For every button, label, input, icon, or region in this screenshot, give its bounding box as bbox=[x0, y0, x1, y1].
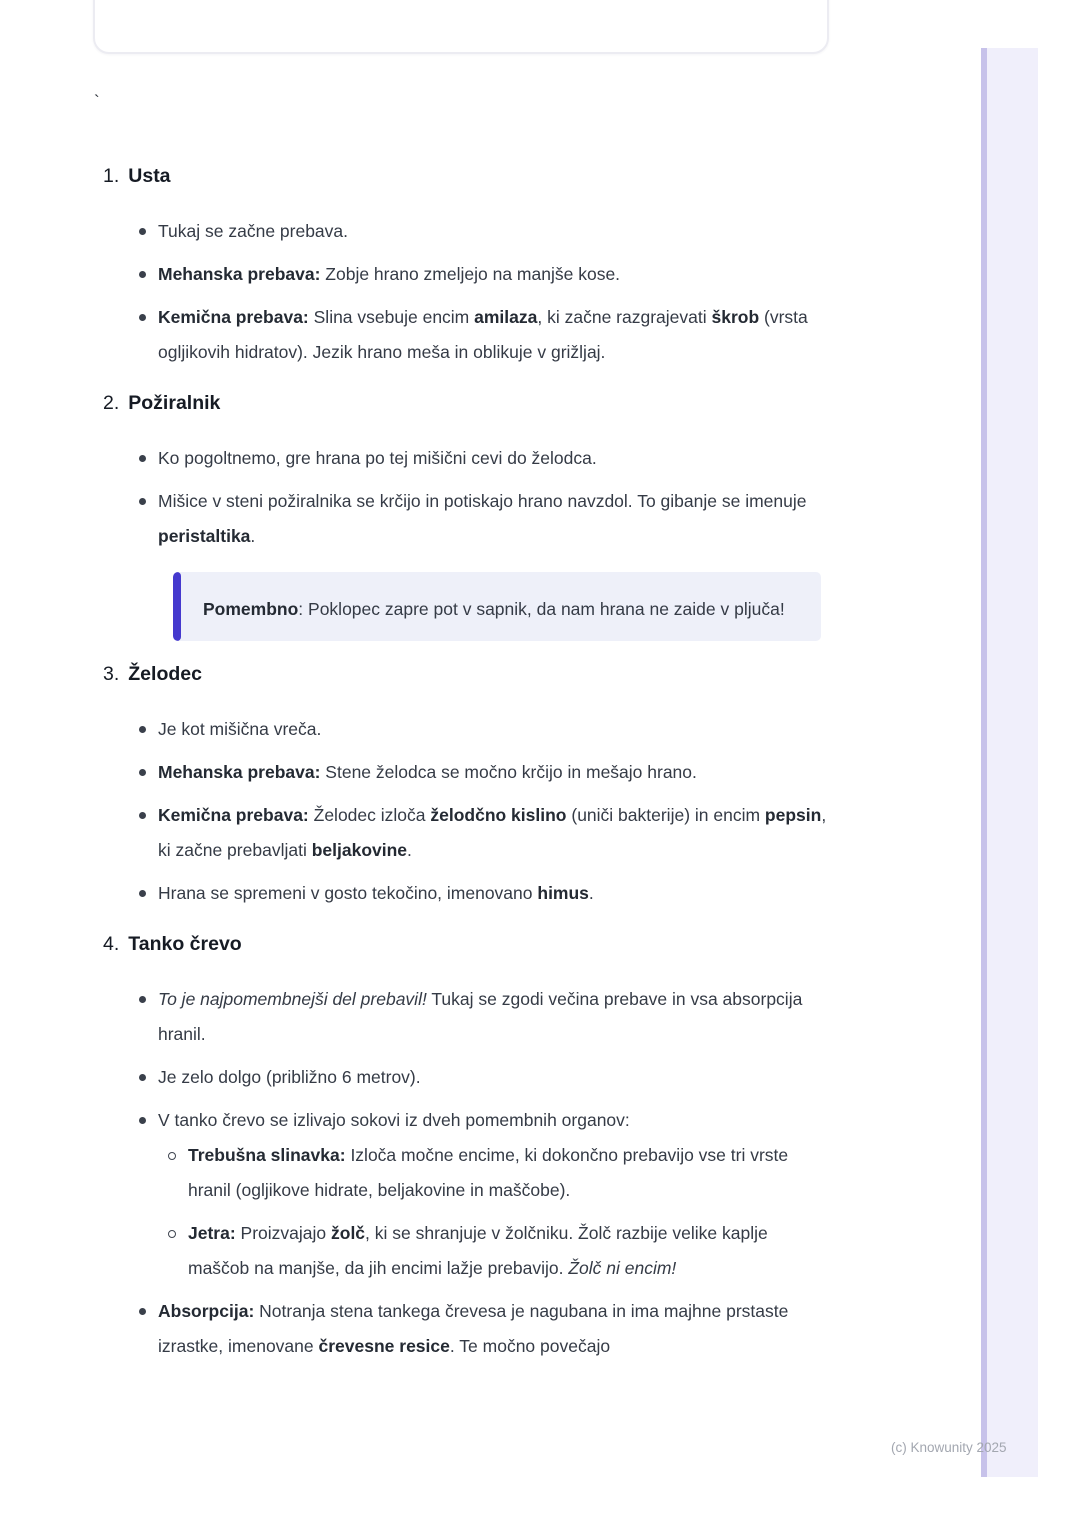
bullet-item bbox=[103, 1060, 833, 1095]
text-segment: Hrana se spremeni v gosto tekočino, imenovano bbox=[158, 883, 538, 903]
text-segment: Je kot mišična vreča. bbox=[158, 719, 322, 739]
section-heading bbox=[103, 661, 833, 688]
bullet-text bbox=[188, 1223, 768, 1278]
text-segment: Kemična prebava: bbox=[158, 805, 309, 825]
bullet-item bbox=[103, 1294, 833, 1364]
section-heading bbox=[103, 163, 833, 190]
bullet-item bbox=[103, 300, 833, 370]
bullet-text bbox=[158, 989, 802, 1044]
text-segment: . bbox=[407, 840, 412, 860]
section-title: Želodec bbox=[128, 663, 202, 685]
callout-text bbox=[203, 592, 785, 627]
section-number: 4. bbox=[103, 933, 120, 955]
bullet-item bbox=[103, 441, 833, 476]
text-segment: beljakovine bbox=[311, 840, 408, 860]
text-segment: (uniči bakterije) in encim bbox=[566, 805, 765, 825]
bullet-list bbox=[103, 441, 833, 641]
section bbox=[103, 931, 833, 1364]
bullet-item bbox=[103, 876, 833, 911]
sub-bullet-item bbox=[158, 1138, 833, 1208]
text-segment: Zobje hrano zmeljejo na manjše kose. bbox=[320, 264, 621, 284]
bullet-text bbox=[158, 883, 594, 903]
bullet-list bbox=[103, 214, 833, 370]
text-segment: črevesne resice bbox=[318, 1336, 450, 1356]
bullet-item bbox=[103, 755, 833, 790]
section bbox=[103, 390, 833, 641]
text-segment: Pomembno bbox=[203, 599, 299, 619]
section-title: Tanko črevo bbox=[128, 933, 242, 955]
side-strip bbox=[981, 48, 1038, 1477]
important-callout bbox=[173, 572, 821, 641]
section-number: 2. bbox=[103, 392, 120, 414]
text-segment: Ko pogoltnemo, gre hrana po tej mišični cevi do želodca. bbox=[158, 448, 597, 468]
bullet-item bbox=[103, 257, 833, 292]
section-heading bbox=[103, 390, 833, 417]
bullet-text bbox=[158, 221, 348, 241]
text-segment: Jetra: bbox=[188, 1223, 236, 1243]
text-segment: To je najpomembnejši del prebavil! bbox=[158, 989, 427, 1009]
bullet-text bbox=[158, 805, 826, 860]
section-number: 3. bbox=[103, 663, 120, 685]
text-segment: Žolč ni encim! bbox=[568, 1258, 677, 1278]
text-segment: škrob bbox=[711, 307, 760, 327]
bullet-item bbox=[103, 1103, 833, 1286]
text-segment: himus bbox=[537, 883, 589, 903]
text-segment: , ki začne razgrajevati bbox=[537, 307, 712, 327]
text-segment: Je zelo dolgo (približno 6 metrov). bbox=[158, 1067, 421, 1087]
text-segment: Mišice v steni požiralnika se krčijo in potiskajo hrano navzdol. To gibanje se imenuje bbox=[158, 491, 807, 511]
bullet-text bbox=[158, 1110, 630, 1130]
text-segment: , ki se shranjuje v žolčniku. Žolč razbije velike kaplje maščob na manjše, da jih encimi lažje prebavijo. bbox=[188, 1223, 768, 1278]
text-segment: peristaltika bbox=[158, 526, 251, 546]
section-heading bbox=[103, 931, 833, 958]
text-segment: žolč bbox=[331, 1223, 366, 1243]
text-segment: Izloča močne encime, ki dokončno prebavijo vse tri vrste hranil (ogljikove hidrate, beljakovine in maščobe). bbox=[188, 1145, 789, 1200]
copyright-watermark: (c) Knowunity 2025 bbox=[891, 1440, 1007, 1455]
section-number: 1. bbox=[103, 165, 120, 187]
bullet-text bbox=[158, 1067, 421, 1087]
text-segment: , ki začne prebavljati bbox=[158, 805, 827, 860]
text-segment: (vrsta ogljikovih hidratov). Jezik hrano meša in oblikuje v grižljaj. bbox=[158, 307, 808, 362]
bullet-item bbox=[103, 982, 833, 1052]
text-segment: Trebušna slinavka: bbox=[188, 1145, 346, 1165]
bullet-text bbox=[158, 491, 806, 546]
text-segment: Želodec izloča bbox=[308, 805, 431, 825]
sub-bullet-list bbox=[158, 1138, 833, 1286]
text-segment: V tanko črevo se izlivajo sokovi iz dveh pomembnih organov: bbox=[158, 1110, 630, 1130]
bullet-item bbox=[103, 484, 833, 554]
bullet-text bbox=[158, 719, 321, 739]
text-segment: Tukaj se zgodi večina prebave in vsa absorpcija hranil. bbox=[158, 989, 803, 1044]
section bbox=[103, 661, 833, 911]
text-segment: Notranja stena tankega črevesa je nagubana in ima majhne prstaste izrastke, imenovane bbox=[158, 1301, 789, 1356]
stray-backtick: ` bbox=[94, 92, 100, 111]
bullet-text bbox=[158, 1301, 788, 1356]
section-title: Usta bbox=[128, 165, 171, 187]
text-segment: Absorpcija: bbox=[158, 1301, 255, 1321]
text-segment: želodčno kislino bbox=[430, 805, 567, 825]
bullet-item bbox=[103, 798, 833, 868]
section-title: Požiralnik bbox=[128, 392, 221, 414]
bullet-text bbox=[158, 448, 597, 468]
bullet-text bbox=[158, 264, 620, 284]
bullet-text bbox=[188, 1145, 788, 1200]
text-segment: . bbox=[250, 526, 256, 546]
text-segment: Mehanska prebava: bbox=[158, 264, 321, 284]
bullet-item bbox=[103, 214, 833, 249]
text-segment: : Poklopec zapre pot v sapnik, da nam hrana ne zaide v pljuča! bbox=[298, 599, 785, 619]
callout-accent-bar bbox=[173, 572, 181, 641]
bullet-list bbox=[103, 982, 833, 1364]
sub-bullet-item bbox=[158, 1216, 833, 1286]
text-segment: Proizvajajo bbox=[235, 1223, 331, 1243]
text-segment: Slina vsebuje encim bbox=[308, 307, 475, 327]
text-segment: Kemična prebava: bbox=[158, 307, 309, 327]
notes-content bbox=[103, 0, 833, 1372]
text-segment: Tukaj se začne prebava. bbox=[158, 221, 349, 241]
callout-item bbox=[103, 572, 833, 641]
bullet-item bbox=[103, 712, 833, 747]
text-segment: Stene želodca se močno krčijo in mešajo hrano. bbox=[320, 762, 697, 782]
text-segment: . bbox=[588, 883, 594, 903]
text-segment: . Te močno povečajo bbox=[449, 1336, 611, 1356]
text-segment: Mehanska prebava: bbox=[158, 762, 321, 782]
bullet-text bbox=[158, 762, 697, 782]
text-segment: amilaza bbox=[474, 307, 538, 327]
text-segment: pepsin bbox=[764, 805, 822, 825]
bullet-list bbox=[103, 712, 833, 911]
section bbox=[103, 163, 833, 370]
bullet-text bbox=[158, 307, 808, 362]
